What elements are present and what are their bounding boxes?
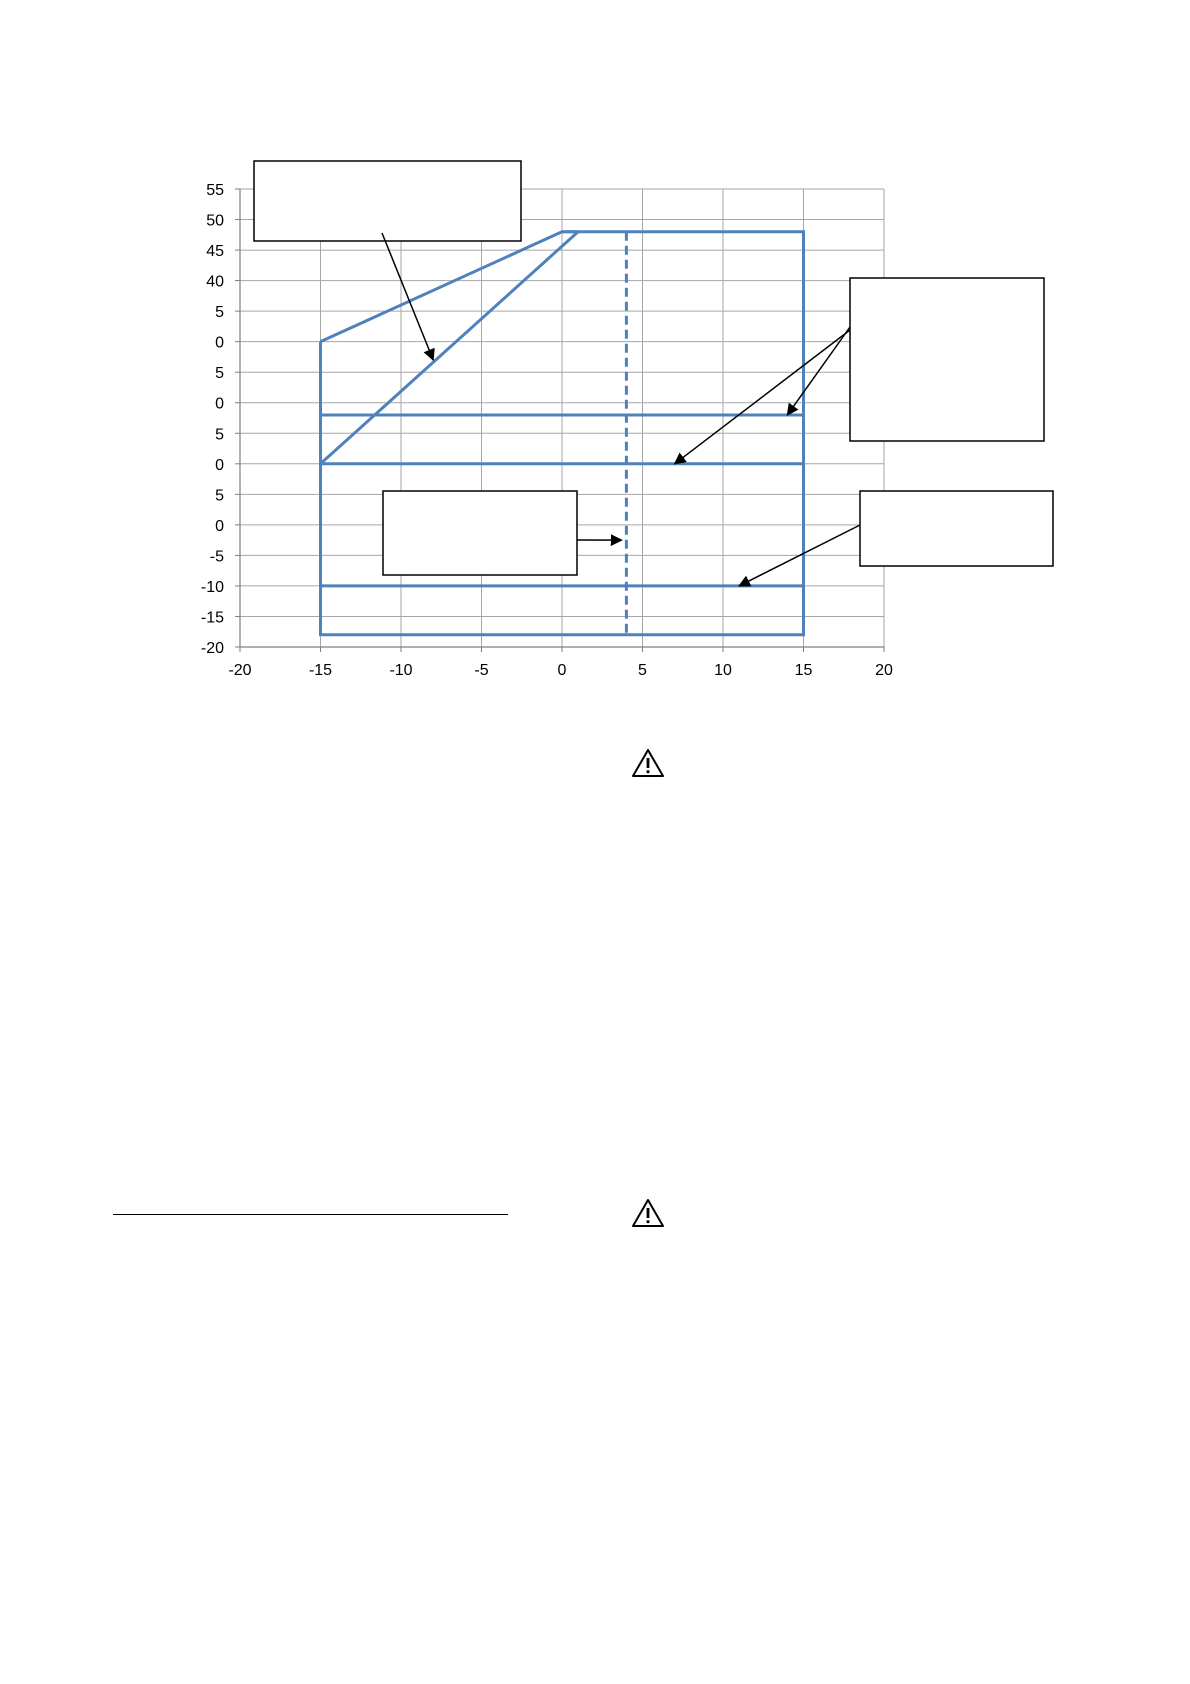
y-tick-label: 5 bbox=[215, 365, 224, 383]
x-tick-label: -15 bbox=[308, 662, 333, 679]
callout-minus-10-box bbox=[860, 491, 1053, 566]
y-tick-label: 0 bbox=[215, 395, 224, 413]
x-tick-label: 5 bbox=[638, 662, 647, 679]
y-tick-label: 0 bbox=[215, 334, 224, 352]
y-tick-label: -15 bbox=[200, 609, 224, 627]
y-tick-label: 55 bbox=[206, 182, 224, 199]
callout-diagonal-box bbox=[254, 161, 521, 241]
y-tick-label: 45 bbox=[206, 243, 224, 261]
series-diagonal-limit bbox=[321, 232, 579, 464]
tick-labels bbox=[201, 182, 893, 679]
x-tick-label: 15 bbox=[794, 662, 813, 679]
callouts bbox=[254, 161, 1053, 586]
x-tick-label: 10 bbox=[714, 662, 732, 679]
x-tick-label: -5 bbox=[474, 662, 489, 679]
callout-horizontals-box bbox=[850, 278, 1044, 441]
warning-icon bbox=[631, 748, 665, 778]
grid bbox=[240, 189, 884, 647]
callout-dashed-box bbox=[383, 491, 577, 575]
x-tick-label: -20 bbox=[228, 662, 252, 679]
y-tick-label: 0 bbox=[215, 517, 224, 535]
callout-horizontals-arrow bbox=[675, 330, 850, 464]
footnote-separator bbox=[113, 1214, 508, 1215]
callout-diagonal-arrow bbox=[382, 233, 433, 360]
warning-icon bbox=[631, 1198, 665, 1228]
x-tick-label: 20 bbox=[875, 662, 893, 679]
y-tick-label: 40 bbox=[206, 273, 224, 291]
x-tick-label: 0 bbox=[557, 662, 567, 679]
axes bbox=[235, 189, 884, 652]
y-tick-label: 5 bbox=[215, 426, 224, 444]
x-tick-label: -10 bbox=[389, 662, 413, 679]
chart bbox=[0, 0, 1190, 720]
y-tick-label: 5 bbox=[215, 487, 224, 505]
y-tick-label: 5 bbox=[215, 304, 224, 322]
y-tick-label: -20 bbox=[200, 640, 224, 657]
y-tick-label: 0 bbox=[215, 456, 224, 474]
y-tick-label: -10 bbox=[200, 578, 224, 596]
y-tick-label: -5 bbox=[209, 548, 224, 566]
y-tick-label: 50 bbox=[206, 212, 224, 230]
